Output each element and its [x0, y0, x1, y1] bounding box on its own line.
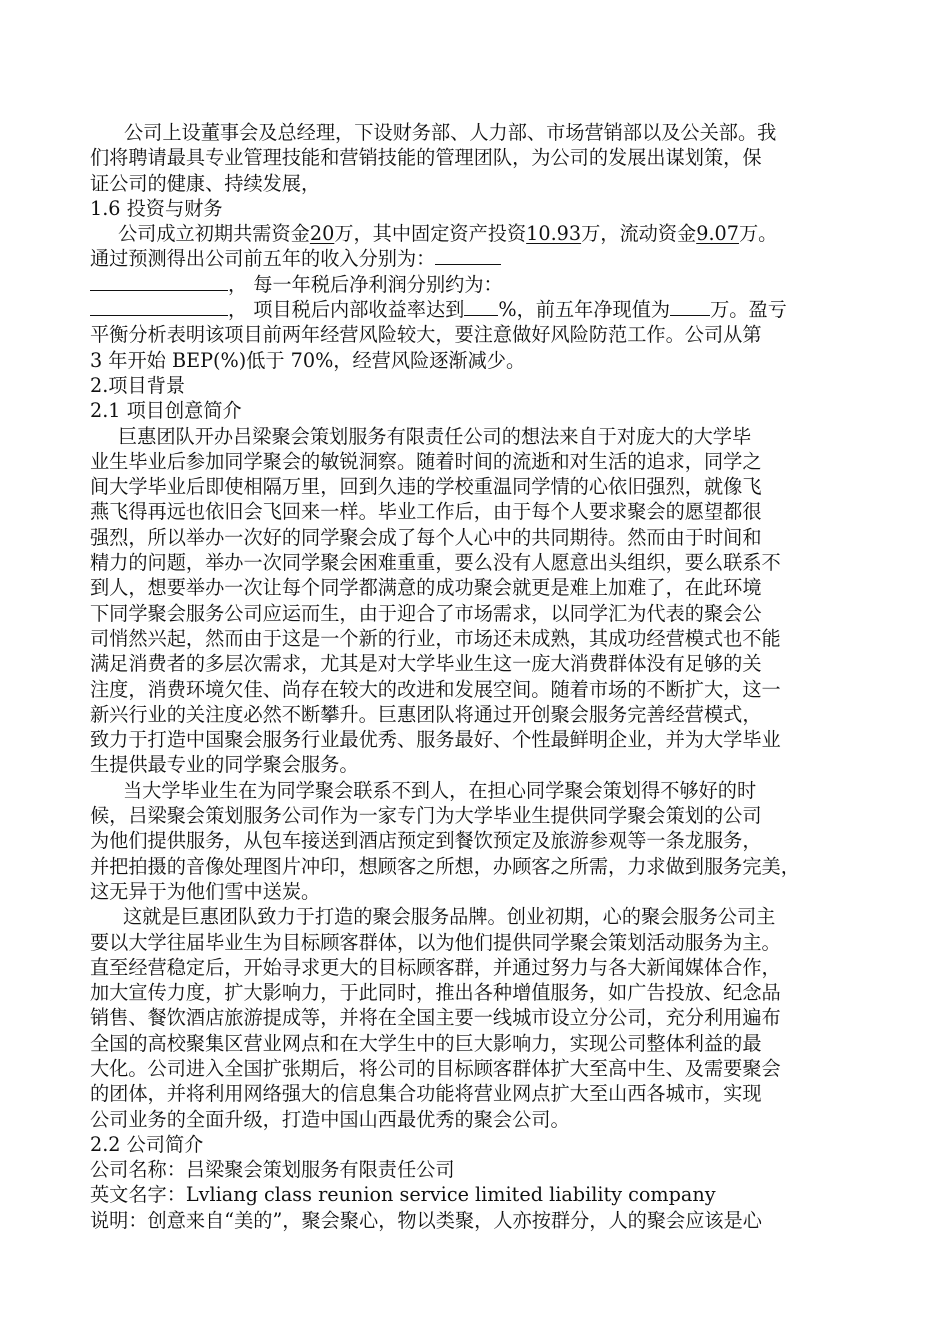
- text-line: 下同学聚会服务公司应运而生，由于迎合了市场需求，以同学汇为代表的聚会公: [90, 601, 762, 625]
- paragraph-finance: [90, 221, 880, 373]
- text-line: 注度，消费环境欠佳、尚存在较大的改进和发展空间。随着市场的不断扩大，这一: [90, 677, 781, 701]
- text-line: 满足消费者的多层次需求，尤其是对大学毕业生这一庞大消费群体没有足够的关: [90, 652, 762, 676]
- fill-blank: [90, 297, 228, 316]
- text-line: 加大宣传力度，扩大影响力，于此同时，推出各种增值服务，如广告投放、纪念品: [90, 981, 781, 1005]
- text-line: 销售、餐饮酒店旅游提成等，并将在全国主要一线城市设立分公司，充分利用遍布: [90, 1006, 781, 1030]
- text-line: 强烈，所以举办一次好的同学聚会成了每个人心中的共同期待。然而由于时间和: [90, 525, 762, 549]
- fixed-asset-value: 10.93: [526, 222, 582, 246]
- text-line: 全国的高校聚集区营业网点和在大学生中的巨大影响力，实现公司整体利益的最: [90, 1031, 762, 1055]
- paragraph-service: [90, 778, 880, 904]
- paragraph-brand: [90, 904, 880, 1132]
- finance-text: 万，流动资金: [581, 222, 697, 246]
- finance-text: %，前五年净现值为: [498, 298, 671, 322]
- finance-text: ， 项目税后内部收益率达到: [228, 298, 465, 322]
- text-line: 巨惠团队开办吕梁聚会策划服务有限责任公司的想法来自于对庞大的大学毕: [118, 424, 752, 448]
- text-line: 的团体，并将利用网络强大的信息集合功能将营业网点扩大至山西各城市，实现: [90, 1082, 762, 1106]
- text-line: 们将聘请最具专业管理技能和营销技能的管理团队，为公司的发展出谋划策，保: [90, 146, 762, 170]
- total-capital-value: 20: [309, 222, 335, 246]
- document-page: [90, 120, 880, 1233]
- finance-text: 公司成立初期共需资金: [118, 222, 310, 246]
- text-line: [90, 221, 880, 246]
- text-line: 当大学毕业生在为同学聚会联系不到人，在担心同学聚会策划得不够好的时: [123, 778, 757, 802]
- text-line: 大化。公司进入全国扩张期后，将公司的目标顾客群体扩大至高中生、及需要聚会: [90, 1056, 781, 1080]
- text-line: 精力的问题，举办一次同学聚会困难重重，要么没有人愿意出头组织，要么联系不: [90, 551, 781, 575]
- finance-text: 万。盈亏: [710, 298, 787, 322]
- text-line: 到人，想要举办一次让每个同学都满意的成功聚会就更是难上加难了，在此环境: [90, 576, 762, 600]
- section-heading-1-6: 1.6 投资与财务: [90, 196, 223, 220]
- fill-blank: [435, 246, 501, 265]
- text-line: 致力于打造中国聚会服务行业最优秀、服务最好、个性最鲜明企业，并为大学毕业: [90, 728, 781, 752]
- text-line: 公司业务的全面升级，打造中国山西最优秀的聚会公司。: [90, 1107, 570, 1131]
- text-line: 新兴行业的关注度必然不断攀升。巨惠团队将通过开创聚会服务完善经营模式，: [90, 702, 762, 726]
- text-line: [90, 272, 880, 297]
- text-line: 并把拍摄的音像处理图片冲印，想顾客之所想，办顾客之所需，力求做到服务完美，: [90, 854, 800, 878]
- text-line: 间大学毕业后即使相隔万里，回到久违的学校重温同学情的心依旧强烈，就像飞: [90, 475, 762, 499]
- text-line: 司悄然兴起，然而由于这是一个新的行业，市场还未成熟，其成功经营模式也不能: [90, 626, 781, 650]
- text-line: 直至经营稳定后，开始寻求更大的目标顾客群，并通过努力与各大新闻媒体合作，: [90, 955, 781, 979]
- section-heading-2-1: 2.1 项目创意简介: [90, 399, 242, 423]
- fill-blank: [90, 272, 228, 291]
- text-line: 候，吕梁聚会策划服务公司作为一家专门为大学毕业生提供同学聚会策划的公司: [90, 804, 762, 828]
- finance-text: ， 每一年税后净利润分别约为：: [228, 272, 503, 296]
- text-line: 要以大学往届毕业生为目标顾客群体，以为他们提供同学聚会策划活动服务为主。: [90, 930, 781, 954]
- finance-text: 万，其中固定资产投资: [334, 222, 527, 246]
- section-heading-2-2: 2.2 公司简介: [90, 1132, 204, 1156]
- paragraph-organization: [90, 120, 880, 196]
- liquid-capital-value: 9.07: [696, 222, 739, 246]
- text-line: 证公司的健康、持续发展，: [90, 171, 321, 195]
- text-line: 3 年开始 BEP(%)低于 70%，经营风险逐渐减少。: [90, 348, 526, 372]
- english-name-line: 英文名字：Lvliang class reunion service limited liability company: [90, 1183, 716, 1207]
- text-line: 公司上设董事会及总经理，下设财务部、人力部、市场营销部以及公关部。我: [124, 121, 777, 144]
- explanation-line: 说明：创意来自“美的”，聚会聚心，物以类聚，人亦按群分，人的聚会应该是心: [90, 1208, 762, 1232]
- text-line: [90, 297, 880, 322]
- fill-blank: [464, 297, 498, 316]
- text-line: 这就是巨惠团队致力于打造的聚会服务品牌。创业初期，心的聚会服务公司主: [123, 905, 776, 929]
- paragraph-idea: [90, 424, 880, 778]
- fill-blank: [670, 297, 710, 316]
- text-line: [90, 246, 880, 271]
- text-line: 这无异于为他们雪中送炭。: [90, 879, 321, 903]
- text-line: 生提供最专业的同学聚会服务。: [90, 753, 359, 777]
- text-line: 平衡分析表明该项目前两年经营风险较大，要注意做好风险防范工作。公司从第: [90, 323, 762, 347]
- text-line: 燕飞得再远也依旧会飞回来一样。毕业工作后，由于每个人要求聚会的愿望都很: [90, 500, 762, 524]
- finance-text: 通过预测得出公司前五年的收入分别为：: [90, 247, 436, 271]
- company-name-line: 公司名称：吕梁聚会策划服务有限责任公司: [90, 1158, 455, 1182]
- finance-text: 万。: [738, 222, 778, 246]
- text-line: 为他们提供服务，从包车接送到酒店预定到餐饮预定及旅游参观等一条龙服务，: [90, 829, 762, 853]
- section-heading-2: 2.项目背景: [90, 373, 186, 397]
- text-line: 业生毕业后参加同学聚会的敏锐洞察。随着时间的流逝和对生活的追求，同学之: [90, 449, 762, 473]
